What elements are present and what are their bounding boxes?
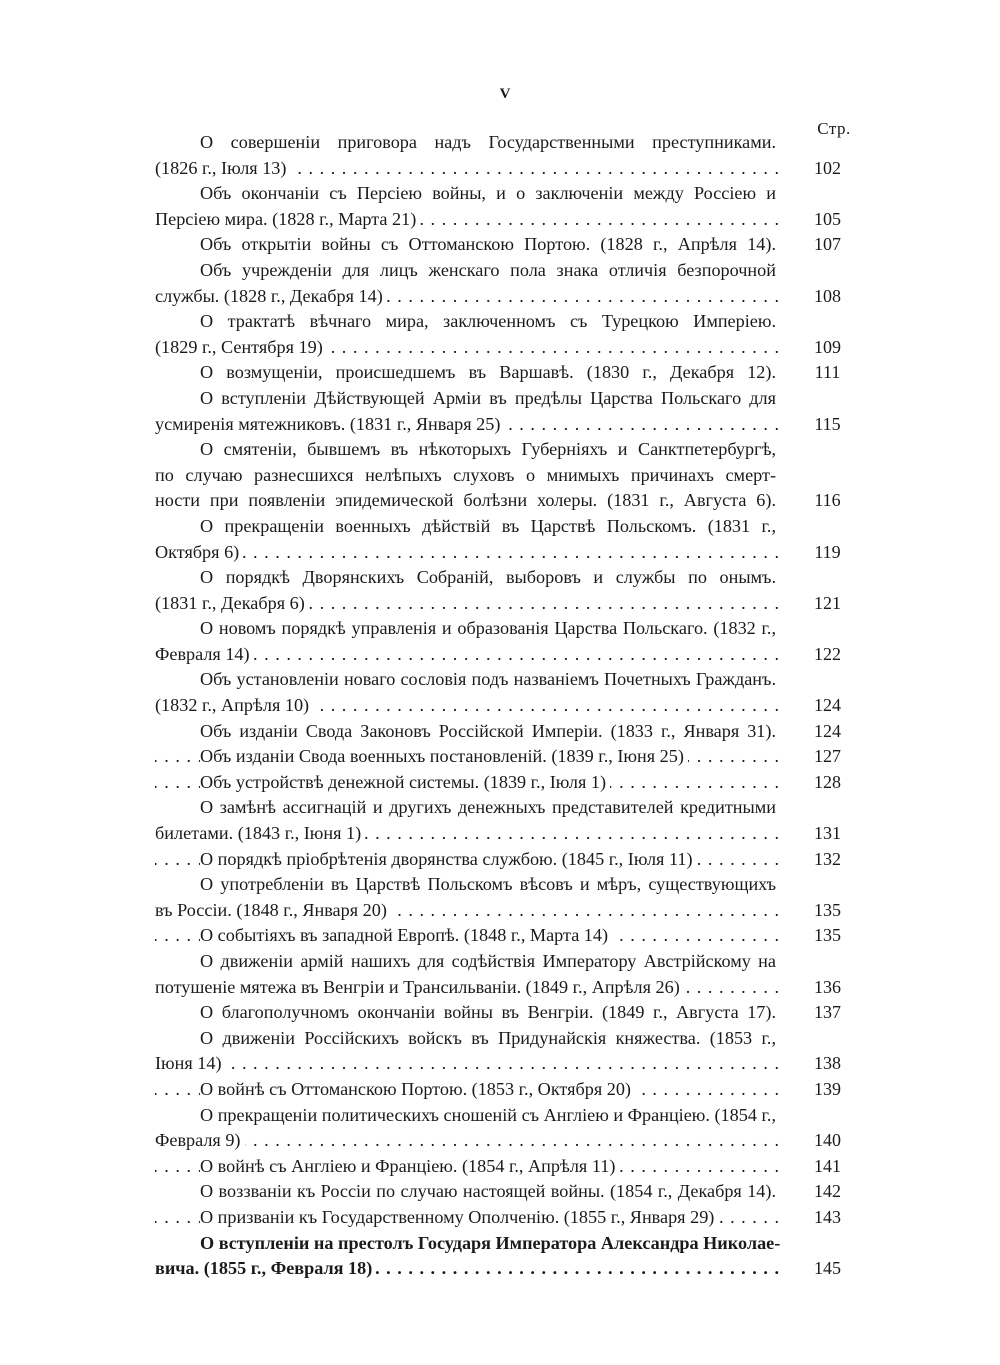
toc-page-number: 132: [814, 848, 841, 869]
toc-page-number: 109: [814, 336, 841, 357]
toc-page-number: 108: [814, 285, 841, 306]
toc-entry-text: (1826 г., Іюля 13): [155, 156, 290, 182]
toc-entry: [155, 744, 855, 770]
toc-entry-line: [155, 1231, 780, 1257]
toc-entry-text: О смятеніи, бывшемъ въ нѣкоторыхъ Губерніяхъ и Санктпетербургѣ,: [200, 439, 780, 459]
toc-entry: [155, 1077, 855, 1103]
toc-page-number: 128: [814, 771, 841, 792]
toc-entry: [155, 360, 855, 386]
toc-entry-line: [155, 821, 780, 847]
toc-entry-text: (1832 г., Апрѣля 10): [155, 693, 313, 719]
toc-page-number: 135: [814, 925, 841, 946]
toc-entry: [155, 923, 855, 949]
toc-page-number: 119: [814, 541, 841, 562]
toc-entry-line: [155, 156, 780, 182]
toc-entry-text: О порядкѣ Дворянскихъ Собраній, выборовъ и службы по онымъ.: [200, 567, 780, 587]
toc-entry-line: [155, 488, 780, 514]
toc-page-number: 138: [814, 1053, 841, 1074]
toc-entry: [155, 847, 855, 873]
toc-entry-line: [155, 1051, 780, 1077]
toc-entry-line: [155, 770, 780, 796]
toc-entry: [155, 1026, 855, 1077]
toc-entry-text: О замѣнѣ ассигнацій и другихъ денежныхъ представителей кредитными: [200, 797, 780, 817]
toc-entry-text: О вступленіи Дѣйствующей Арміи въ предѣлы Царства Польскаго для: [200, 388, 780, 408]
toc-entry-line: [155, 1077, 780, 1103]
toc-entry-text: въ Россіи. (1848 г., Января 20): [155, 898, 391, 924]
toc-entry-text: Объ открытіи войны съ Оттоманскою Портою. (1828 г., Апрѣля 14).: [200, 234, 780, 254]
toc-page-number: 124: [814, 720, 841, 741]
toc-entry-line: [155, 667, 780, 693]
toc-page-number: 102: [814, 157, 841, 178]
toc-entry-line: [155, 232, 780, 258]
toc-entry: [155, 1179, 855, 1205]
toc-entry-text: О употребленіи въ Царствѣ Польскомъ вѣсовъ и мѣръ, существующихъ: [200, 874, 780, 894]
toc-entry-line: [155, 1205, 780, 1231]
toc-page-number: 121: [814, 592, 841, 613]
toc-entry-text: Объ изданіи Свода военныхъ постановленій. (1839 г., Іюня 25): [200, 746, 688, 766]
toc-entry-line: [155, 693, 780, 719]
toc-entry-line: [155, 795, 780, 821]
toc-entry-line: [155, 1103, 780, 1129]
toc-entry: [155, 565, 855, 616]
toc-page-number: 141: [814, 1155, 841, 1176]
toc-entry-text: О порядкѣ пріобрѣтенія дворянства службою. (1845 г., Іюля 11): [200, 849, 697, 869]
toc-entry: [155, 1154, 855, 1180]
toc-entry-text: службы. (1828 г., Декабря 14): [155, 284, 387, 310]
page-number: V: [499, 86, 511, 102]
toc-entry-line: [155, 412, 780, 438]
toc-entry: [155, 949, 855, 1000]
toc-entry-line: [155, 207, 780, 233]
toc-entry: [155, 872, 855, 923]
toc-entry: [155, 795, 855, 846]
toc-entry-text: потушеніе мятежа въ Венгріи и Трансильваніи. (1849 г., Апрѣля 26): [155, 975, 684, 1001]
toc-entry-line: [155, 1154, 780, 1180]
toc-entry: [155, 667, 855, 718]
toc-entry-text: (1829 г., Сентября 19): [155, 335, 327, 361]
toc-page-number: 140: [814, 1130, 841, 1151]
toc-entry: [155, 258, 855, 309]
toc-page-number: 122: [814, 643, 841, 664]
toc-entry-text: усмиренія мятежниковъ. (1831 г., Января 25): [155, 412, 504, 438]
toc-entry: [155, 437, 855, 514]
toc-entry-text: Объ учрежденіи для лицъ женскаго пола знака отличія безпорочной: [200, 260, 780, 280]
toc-entry-text: Іюня 14): [155, 1051, 226, 1077]
toc-entry-line: [155, 744, 780, 770]
toc-entry: [155, 1000, 855, 1026]
toc-entry: [155, 130, 855, 181]
toc-entry-line: [155, 1026, 780, 1052]
toc-entry-line: [155, 949, 780, 975]
toc-entry-line: [155, 719, 780, 745]
toc-entry-text: Объ устройствѣ денежной системы. (1839 г., Іюля 1): [200, 772, 610, 792]
toc-entry-text: вича. (1855 г., Февраля 18): [155, 1256, 376, 1282]
toc-entry-text: Персіею мира. (1828 г., Марта 21): [155, 207, 420, 233]
toc-entry-line: [155, 642, 780, 668]
toc-entry-line: [155, 130, 780, 156]
toc-entry-text: О прекращеніи политическихъ сношеній съ Англіею и Франціею. (1854 г.,: [200, 1105, 780, 1125]
toc-entry-line: [155, 923, 780, 949]
toc-page-number: 136: [814, 976, 841, 997]
toc-entry-text: О воззваніи къ Россіи по случаю настоящей войны. (1854 г., Декабря 14).: [200, 1181, 780, 1201]
toc-entry-line: [155, 872, 780, 898]
toc-entry-line: [155, 463, 780, 489]
toc-entry-line: [155, 975, 780, 1001]
toc-entry-line: [155, 335, 780, 361]
toc-entry-text: Февраля 9): [155, 1128, 245, 1154]
toc-entry-text: О войнѣ съ Англіею и Франціею. (1854 г., Апрѣля 11): [200, 1156, 619, 1176]
toc-page-number: 107: [814, 234, 841, 255]
toc-entry-text: О благополучномъ окончаніи войны въ Венгріи. (1849 г., Августа 17).: [200, 1002, 780, 1022]
toc-page-number: 131: [814, 823, 841, 844]
toc-page-number: 135: [814, 899, 841, 920]
toc-entry: [155, 1231, 855, 1282]
toc-entry-line: [155, 386, 780, 412]
toc-entry-line: [155, 1179, 780, 1205]
toc-entry-line: [155, 181, 780, 207]
table-of-contents: [155, 130, 855, 1282]
toc-entry: [155, 386, 855, 437]
toc-entry-text: по случаю разнесшихся нелѣпыхъ слуховъ о мнимыхъ причинахъ смерт-: [155, 465, 780, 485]
toc-entry-text: Объ изданіи Свода Законовъ Россійской Имперіи. (1833 г., Января 31).: [200, 721, 780, 741]
toc-page-number: 111: [814, 362, 841, 383]
toc-entry: [155, 309, 855, 360]
toc-entry-text: ности при появленіи эпидемической болѣзни холеры. (1831 г., Августа 6).: [155, 490, 780, 510]
toc-entry-line: [155, 616, 780, 642]
toc-entry-text: Объ окончаніи съ Персіею войны, и о заключеніи между Россіею и: [200, 183, 780, 203]
toc-entry-text: О совершеніи приговора надъ Государственными преступниками.: [200, 132, 780, 152]
toc-entry-text: О призваніи къ Государственному Ополченію. (1855 г., Января 29): [200, 1207, 718, 1227]
toc-page-number: 105: [814, 208, 841, 229]
toc-entry-line: [155, 591, 780, 617]
toc-entry-text: О событіяхъ въ западной Европѣ. (1848 г., Марта 14): [200, 925, 612, 945]
page-column-header: Стр.: [817, 119, 851, 138]
toc-page-number: 127: [814, 746, 841, 767]
toc-entry-text: О движеніи Россійскихъ войскъ въ Придунайскія княжества. (1853 г.,: [200, 1028, 780, 1048]
toc-entry-text: О возмущеніи, происшедшемъ въ Варшавѣ. (1830 г., Декабря 12).: [200, 362, 780, 382]
toc-entry-line: [155, 898, 780, 924]
toc-entry: [155, 514, 855, 565]
toc-entry-line: [155, 540, 780, 566]
toc-entry-line: [155, 1256, 780, 1282]
toc-entry-text: Февраля 14): [155, 642, 254, 668]
toc-page-number: 145: [814, 1258, 841, 1279]
toc-entry-text: Объ установленіи новаго сословія подъ названіемъ Почетныхъ Гражданъ.: [200, 669, 780, 689]
toc-entry: [155, 1205, 855, 1231]
toc-page-number: 143: [814, 1206, 841, 1227]
toc-page-number: 137: [814, 1002, 841, 1023]
toc-entry-line: [155, 514, 780, 540]
toc-entry-line: [155, 309, 780, 335]
toc-page-number: 142: [814, 1181, 841, 1202]
toc-entry-text: О вступленіи на престолъ Государя Императора Александра Николае-: [200, 1233, 780, 1253]
toc-entry: [155, 1103, 855, 1154]
toc-entry-text: О движеніи армій нашихъ для содѣйствія Императору Австрійскому на: [200, 951, 780, 971]
toc-entry-line: [155, 258, 780, 284]
toc-entry-line: [155, 437, 780, 463]
toc-entry-line: [155, 1000, 780, 1026]
toc-entry-text: О войнѣ съ Оттоманскою Портою. (1853 г., Октября 20): [200, 1079, 635, 1099]
toc-page-number: 139: [814, 1078, 841, 1099]
toc-page-number: 124: [814, 695, 841, 716]
toc-entry-text: Октября 6): [155, 540, 243, 566]
toc-entry: [155, 770, 855, 796]
toc-entry-text: О новомъ порядкѣ управленія и образованія Царства Польскаго. (1832 г.,: [200, 618, 780, 638]
toc-entry-line: [155, 360, 780, 386]
toc-entry-line: [155, 847, 780, 873]
toc-entry: [155, 232, 855, 258]
toc-entry: [155, 181, 855, 232]
toc-page-number: 115: [814, 413, 841, 434]
toc-entry: [155, 719, 855, 745]
toc-entry-text: (1831 г., Декабря 6): [155, 591, 309, 617]
toc-entry-line: [155, 565, 780, 591]
toc-entry-text: О прекращеніи военныхъ дѣйствій въ Царствѣ Польскомъ. (1831 г.,: [200, 516, 780, 536]
toc-entry-line: [155, 1128, 780, 1154]
toc-entry-text: билетами. (1843 г., Іюня 1): [155, 821, 365, 847]
toc-entry: [155, 616, 855, 667]
toc-entry-text: О трактатѣ вѣчнаго мира, заключенномъ съ Турецкою Имперіею.: [200, 311, 780, 331]
toc-page-number: 116: [814, 490, 841, 511]
toc-entry-line: [155, 284, 780, 310]
